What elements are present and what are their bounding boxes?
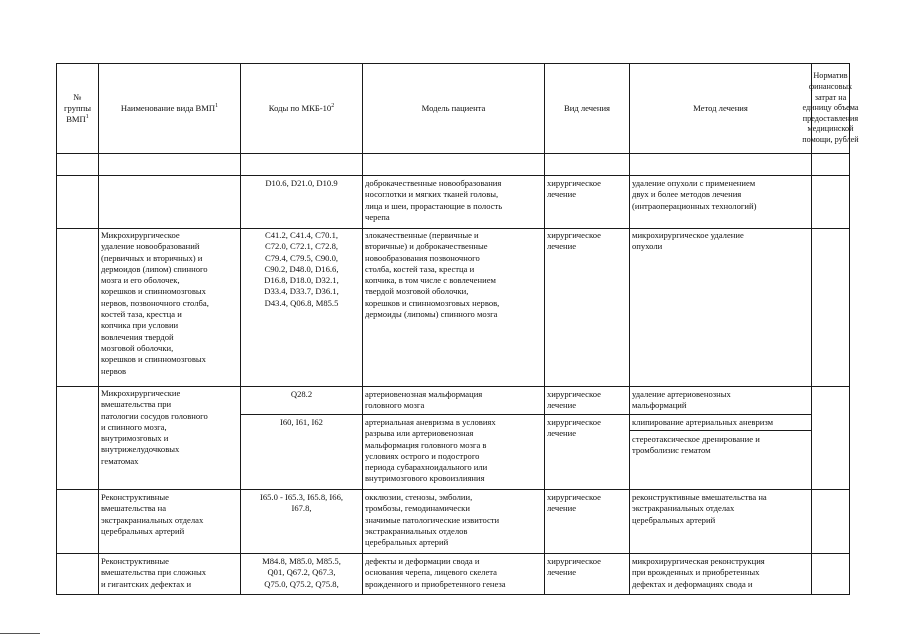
cell-codes: I65.0 - I65.3, I65.8, I66, I67.8, xyxy=(259,492,344,514)
cell-codes: I60, I61, I62 xyxy=(280,417,323,427)
cell-vmp-name: Микрохирургические вмешательства при патологии сосудов головного и спинного мозга, внутримозговых и внутрижелудочковых гематомах xyxy=(101,388,208,466)
row-line xyxy=(56,228,850,229)
header-group-no: № группы ВМП$^1$ xyxy=(64,92,91,124)
header-patient-model: Модель пациента xyxy=(421,103,486,113)
cell-patient-model: окклюзии, стенозы, эмболии, тромбозы, гемодинамически значимые патологические извитости экстракраниальных отделов церебральных артерий xyxy=(365,492,500,548)
header-financial-norm: Норматив финансовых затрат на единицу объема предоставления медицинской помощи, рублей xyxy=(802,71,859,144)
cell-treatment-type: хирургическое лечение xyxy=(547,178,601,200)
cell-treatment-type: хирургическое лечение xyxy=(547,389,601,411)
row-line xyxy=(56,553,850,554)
header-treatment-type: Вид лечения xyxy=(563,103,611,113)
cell-treatment-method: удаление артериовенозных мальформаций xyxy=(632,389,731,411)
cell-treatment-type: хирургическое лечение xyxy=(547,492,601,514)
header-treatment-method: Метод лечения xyxy=(693,103,748,113)
cell-treatment-type: хирургическое лечение xyxy=(547,417,601,439)
cell-codes: D10.6, D21.0, D10.9 xyxy=(265,178,338,188)
subrow-line xyxy=(240,414,811,415)
cell-patient-model: злокачественные (первичные и вторичные) и доброкачественные новообразования позвоночного столба, костей таза, крестца и копчика, в том числе с вовлечением твердой мозговой оболочки, корешков и спинномозговых нервов, дермоиды (липомы) спинного мозга xyxy=(365,230,500,320)
cell-treatment-method: микрохирургическое удаление опухоли xyxy=(632,230,744,252)
row-line xyxy=(56,489,850,490)
table-border-bottom xyxy=(56,594,850,595)
cell-codes: Q28.2 xyxy=(290,389,313,399)
cell-vmp-name: Микрохирургическое удаление новообразований (первичных и вторичных) и дермоидов (липом) спинного мозга и его оболочек, корешков и спинномозговых нервов, позвоночного столба, костей таза, крестца и копчика при условии вовлечения твердой мозговой оболочки, корешков и спинномозговых нервов xyxy=(101,230,209,376)
cell-patient-model: дефекты и деформации свода и основания черепа, лицевого скелета врожденного и приобретенного генеза xyxy=(365,556,506,589)
cell-patient-model: доброкачественные новообразования носоглотки и мягких тканей головы, лица и шеи, прорастающие в полость черепа xyxy=(365,178,503,222)
cell-treatment-method: реконструктивные вмешательства на экстракраниальных отделах церебральных артерий xyxy=(632,492,767,525)
cell-codes: C41.2, C41.4, C70.1, C72.0, C72.1, C72.8, C79.4, C79.5, C90.0, C90.2, D48.0, D16.6, D16.8, D18.0, D32.1, D33.4, D33.7, D36.1, D43.4, Q06.8, M85.5 xyxy=(264,230,339,308)
spacer-row-line xyxy=(56,175,850,176)
cell-treatment-method: клипирование артериальных аневризм xyxy=(632,417,774,427)
cell-patient-model: артериовенозная мальформация головного мозга xyxy=(365,389,483,411)
row-line xyxy=(56,386,850,387)
header-icd-codes: Коды по МКБ-$10^2$ xyxy=(268,103,335,113)
cell-treatment-method: удаление опухоли с применением двух и более методов лечения (интраоперационных технологий) xyxy=(632,178,757,211)
cell-treatment-type: хирургическое лечение xyxy=(547,556,601,578)
cell-vmp-name: Реконструктивные вмешательства при сложных и гигантских дефектах и xyxy=(101,556,207,589)
cell-treatment-method: стереотаксическое дренирование и тромболизис гематом xyxy=(632,434,760,456)
header-bottom-line xyxy=(56,153,850,154)
cell-vmp-name: Реконструктивные вмешательства на экстракраниальных отделах церебральных артерий xyxy=(101,492,204,536)
cell-treatment-method: микрохирургическая реконструкция при врожденных и приобретенных дефектах и деформациях свода и xyxy=(632,556,765,589)
footnote-separator xyxy=(0,633,40,634)
header-vmp-name: Наименование вида ВМП$^1$ xyxy=(120,103,219,113)
cell-codes: M84.8, M85.0, M85.5, Q01, Q67.2, Q67.3, Q75.0, Q75.2, Q75.8, xyxy=(262,556,341,589)
method-split-line xyxy=(629,430,811,431)
cell-treatment-type: хирургическое лечение xyxy=(547,230,601,252)
cell-patient-model: артериальная аневризма в условиях разрыва или артериовенозная мальформация головного мозга в условиях острого и подострого периода субарахноидального или внутримозгового кровоизлияния xyxy=(365,417,496,484)
